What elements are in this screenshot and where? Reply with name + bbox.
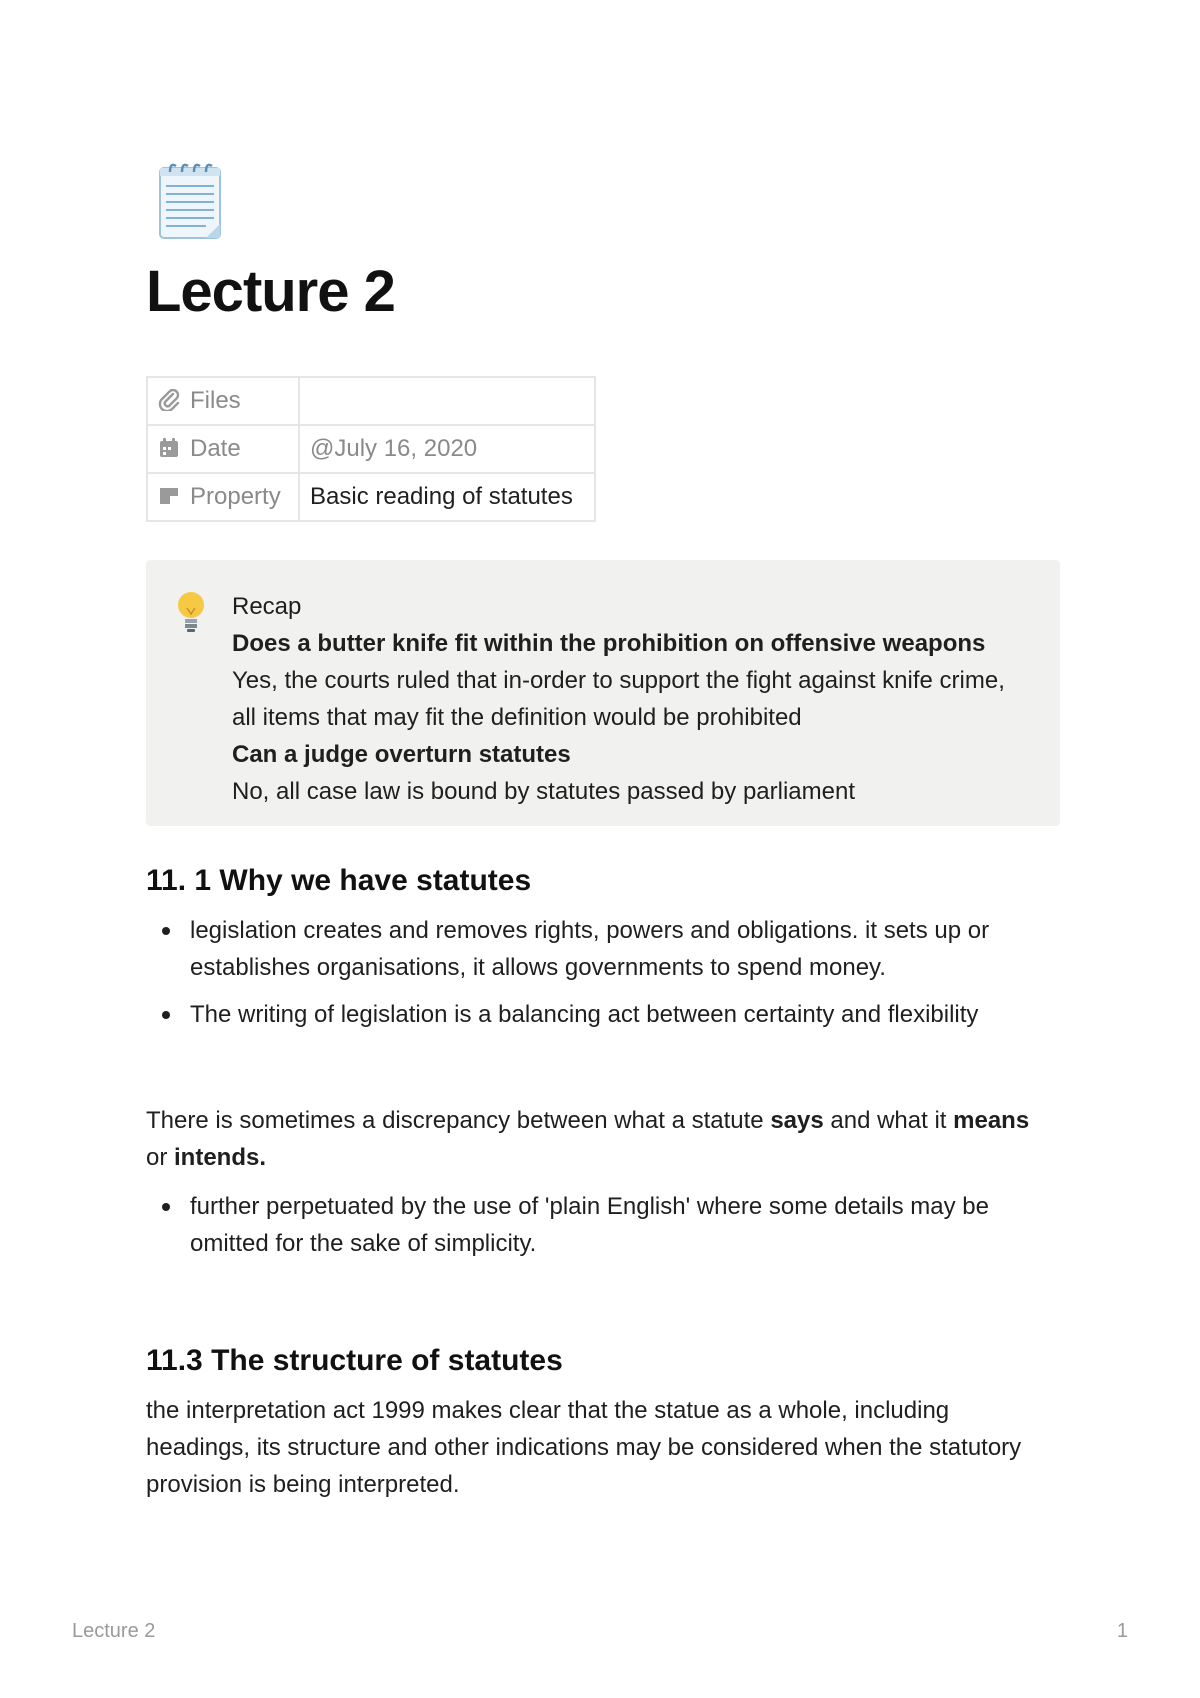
page-title: Lecture 2	[146, 259, 395, 324]
property-label: Property	[190, 483, 281, 510]
property-key	[147, 377, 299, 425]
property-row-files	[147, 377, 595, 425]
paragraph-text: or	[146, 1144, 175, 1171]
property-label: Date	[190, 435, 241, 462]
properties-table	[146, 376, 596, 522]
callout-question: Can a judge overturn statutes	[232, 741, 571, 768]
notepad-icon	[156, 158, 226, 242]
paragraph-line	[146, 1102, 1060, 1139]
property-key	[147, 473, 299, 521]
list-item	[146, 912, 1060, 986]
bullet-list	[146, 912, 1060, 1033]
callout-answer: all items that may fit the definition would be prohibited	[232, 704, 802, 731]
list-item	[146, 996, 1060, 1033]
property-label: Files	[190, 387, 241, 414]
paragraph-line: headings, its structure and other indications may be considered when the statutory	[146, 1434, 1022, 1461]
callout-question: Does a butter knife fit within the prohibition on offensive weapons	[232, 630, 986, 657]
property-value[interactable]: @July 16, 2020	[299, 425, 595, 473]
list-item-text: further perpetuated by the use of 'plain English' where some details may be	[190, 1193, 989, 1220]
recap-callout	[146, 560, 1060, 826]
list-item-text: legislation creates and removes rights, powers and obligations. it sets up or	[190, 917, 990, 944]
page-number: 1	[1116, 1620, 1128, 1642]
structure-paragraph	[146, 1392, 1060, 1503]
paragraph-line: provision is being interpreted.	[146, 1471, 460, 1498]
property-key	[147, 425, 299, 473]
list-item-text: omitted for the sake of simplicity.	[190, 1230, 537, 1257]
text-property-icon	[158, 485, 180, 507]
paragraph-line	[146, 1139, 1060, 1176]
property-value[interactable]	[299, 377, 595, 425]
callout-heading: Recap	[232, 593, 302, 620]
property-value[interactable]: Basic reading of statutes	[299, 473, 595, 521]
callout-body	[232, 588, 1042, 810]
section-heading: 11. 1 Why we have statutes	[146, 864, 532, 897]
bullet-list	[146, 1188, 1060, 1262]
calendar-icon	[158, 437, 180, 459]
paperclip-icon	[158, 389, 180, 411]
callout-answer: Yes, the courts ruled that in-order to support the fight against knife crime,	[232, 667, 1005, 694]
list-item-text: The writing of legislation is a balancing act between certainty and flexibility	[190, 1001, 979, 1028]
list-item	[146, 1188, 1060, 1262]
discrepancy-paragraph	[146, 1102, 1060, 1176]
callout-answer: No, all case law is bound by statutes passed by parliament	[232, 778, 856, 805]
property-row-date	[147, 425, 595, 473]
list-item-text: establishes organisations, it allows governments to spend money.	[190, 954, 886, 981]
footer-title: Lecture 2	[72, 1620, 156, 1642]
emphasis-text: means	[953, 1107, 1030, 1134]
paragraph-text: There is sometimes a discrepancy between what a statute	[146, 1107, 771, 1134]
emphasis-text: intends.	[174, 1144, 267, 1171]
section-heading: 11.3 The structure of statutes	[146, 1344, 563, 1377]
paragraph-text: and what it	[823, 1107, 954, 1134]
light-bulb-icon	[174, 590, 208, 634]
paragraph-line: the interpretation act 1999 makes clear that the statue as a whole, including	[146, 1397, 950, 1424]
property-row-property	[147, 473, 595, 521]
emphasis-text: says	[770, 1107, 824, 1134]
